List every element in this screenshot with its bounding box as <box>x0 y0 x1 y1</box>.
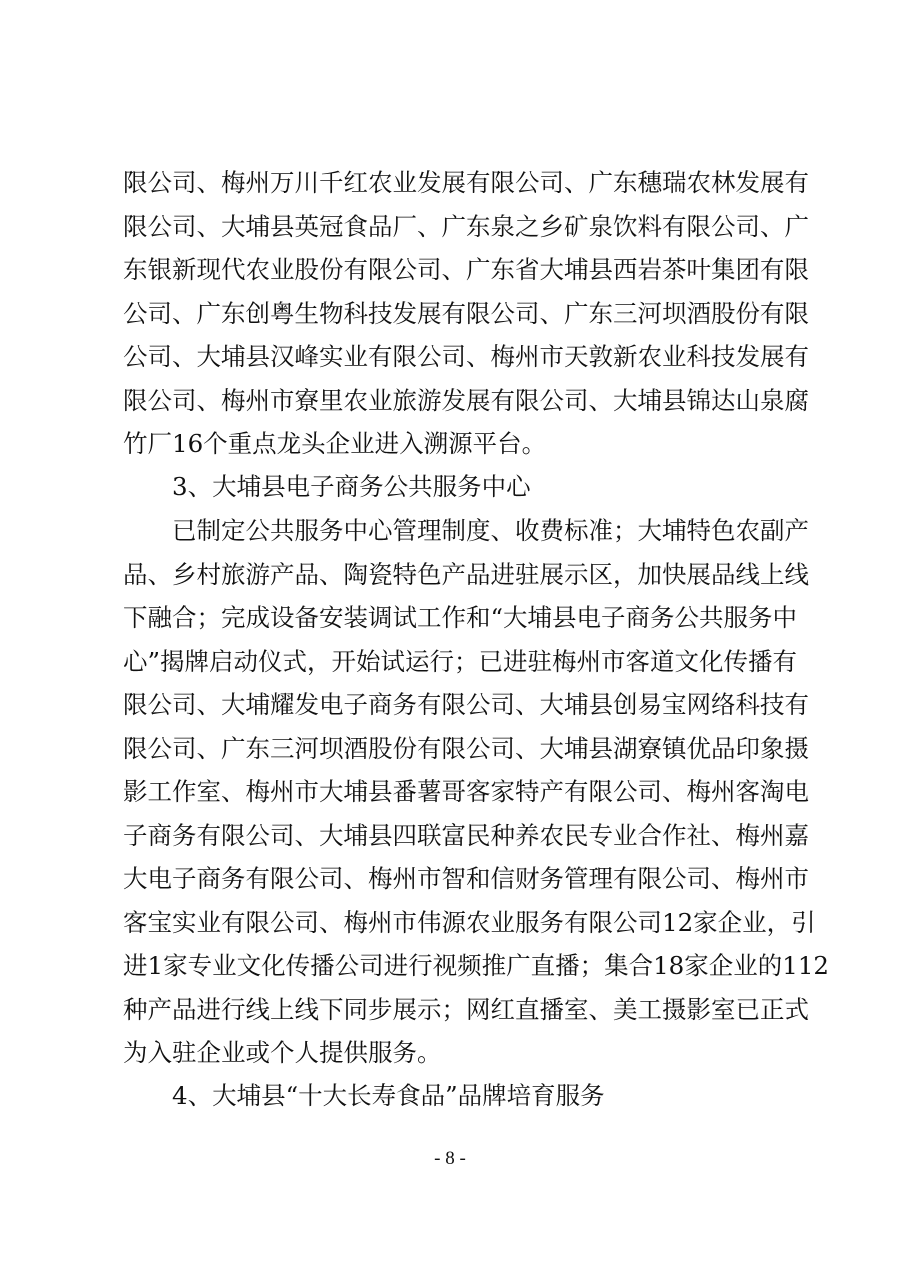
text-line: 东银新现代农业股份有限公司、广东省大埔县西岩茶叶集团有限 <box>123 255 809 284</box>
text-line: 限公司、广东三河坝酒股份有限公司、大埔县湖寮镇优品印象摄 <box>123 734 809 763</box>
text-line: 影工作室、梅州市大埔县番薯哥客家特产有限公司、梅州客淘电 <box>123 777 809 806</box>
page-number: - 8 - <box>434 1148 466 1169</box>
text-line: 公司、广东创粤生物科技发展有限公司、广东三河坝酒股份有限 <box>123 299 809 328</box>
section-heading: 3、大埔县电子商务公共服务中心 <box>172 472 531 501</box>
text-line: 品、乡村旅游产品、陶瓷特色产品进驻展示区，加快展品线上线 <box>123 560 809 589</box>
section-heading: 4、大埔县“十大长寿食品”品牌培育服务 <box>172 1081 605 1110</box>
text-line: 限公司、大埔县英冠食品厂、广东泉之乡矿泉饮料有限公司、广 <box>123 212 809 241</box>
paragraph-first-line: 已制定公共服务中心管理制度、收费标准；大埔特色农副产 <box>172 516 809 545</box>
text-line: 心”揭牌启动仪式，开始试运行；已进驻梅州市客道文化传播有 <box>123 647 798 676</box>
text-line: 种产品进行线上线下同步展示；网红直播室、美工摄影室已正式 <box>123 995 809 1024</box>
text-line: 客宝实业有限公司、梅州市伟源农业服务有限公司12家企业，引 <box>123 908 816 937</box>
text-line: 公司、大埔县汉峰实业有限公司、梅州市天敦新农业科技发展有 <box>123 342 809 371</box>
text-line: 竹厂16个重点龙头企业进入溯源平台。 <box>123 429 547 458</box>
text-line: 限公司、大埔耀发电子商务有限公司、大埔县创易宝网络科技有 <box>123 690 809 719</box>
text-line: 限公司、梅州市寮里农业旅游发展有限公司、大埔县锦达山泉腐 <box>123 386 809 415</box>
text-line: 进1家专业文化传播公司进行视频推广直播；集合18家企业的112 <box>123 951 830 980</box>
text-line: 子商务有限公司、大埔县四联富民种养农民专业合作社、梅州嘉 <box>123 821 809 850</box>
text-line: 限公司、梅州万川千红农业发展有限公司、广东穗瑞农林发展有 <box>123 168 809 197</box>
text-line: 大电子商务有限公司、梅州市智和信财务管理有限公司、梅州市 <box>123 864 809 893</box>
text-line: 为入驻企业或个人提供服务。 <box>123 1038 442 1067</box>
text-line: 下融合；完成设备安装调试工作和“大埔县电子商务公共服务中 <box>123 603 798 632</box>
